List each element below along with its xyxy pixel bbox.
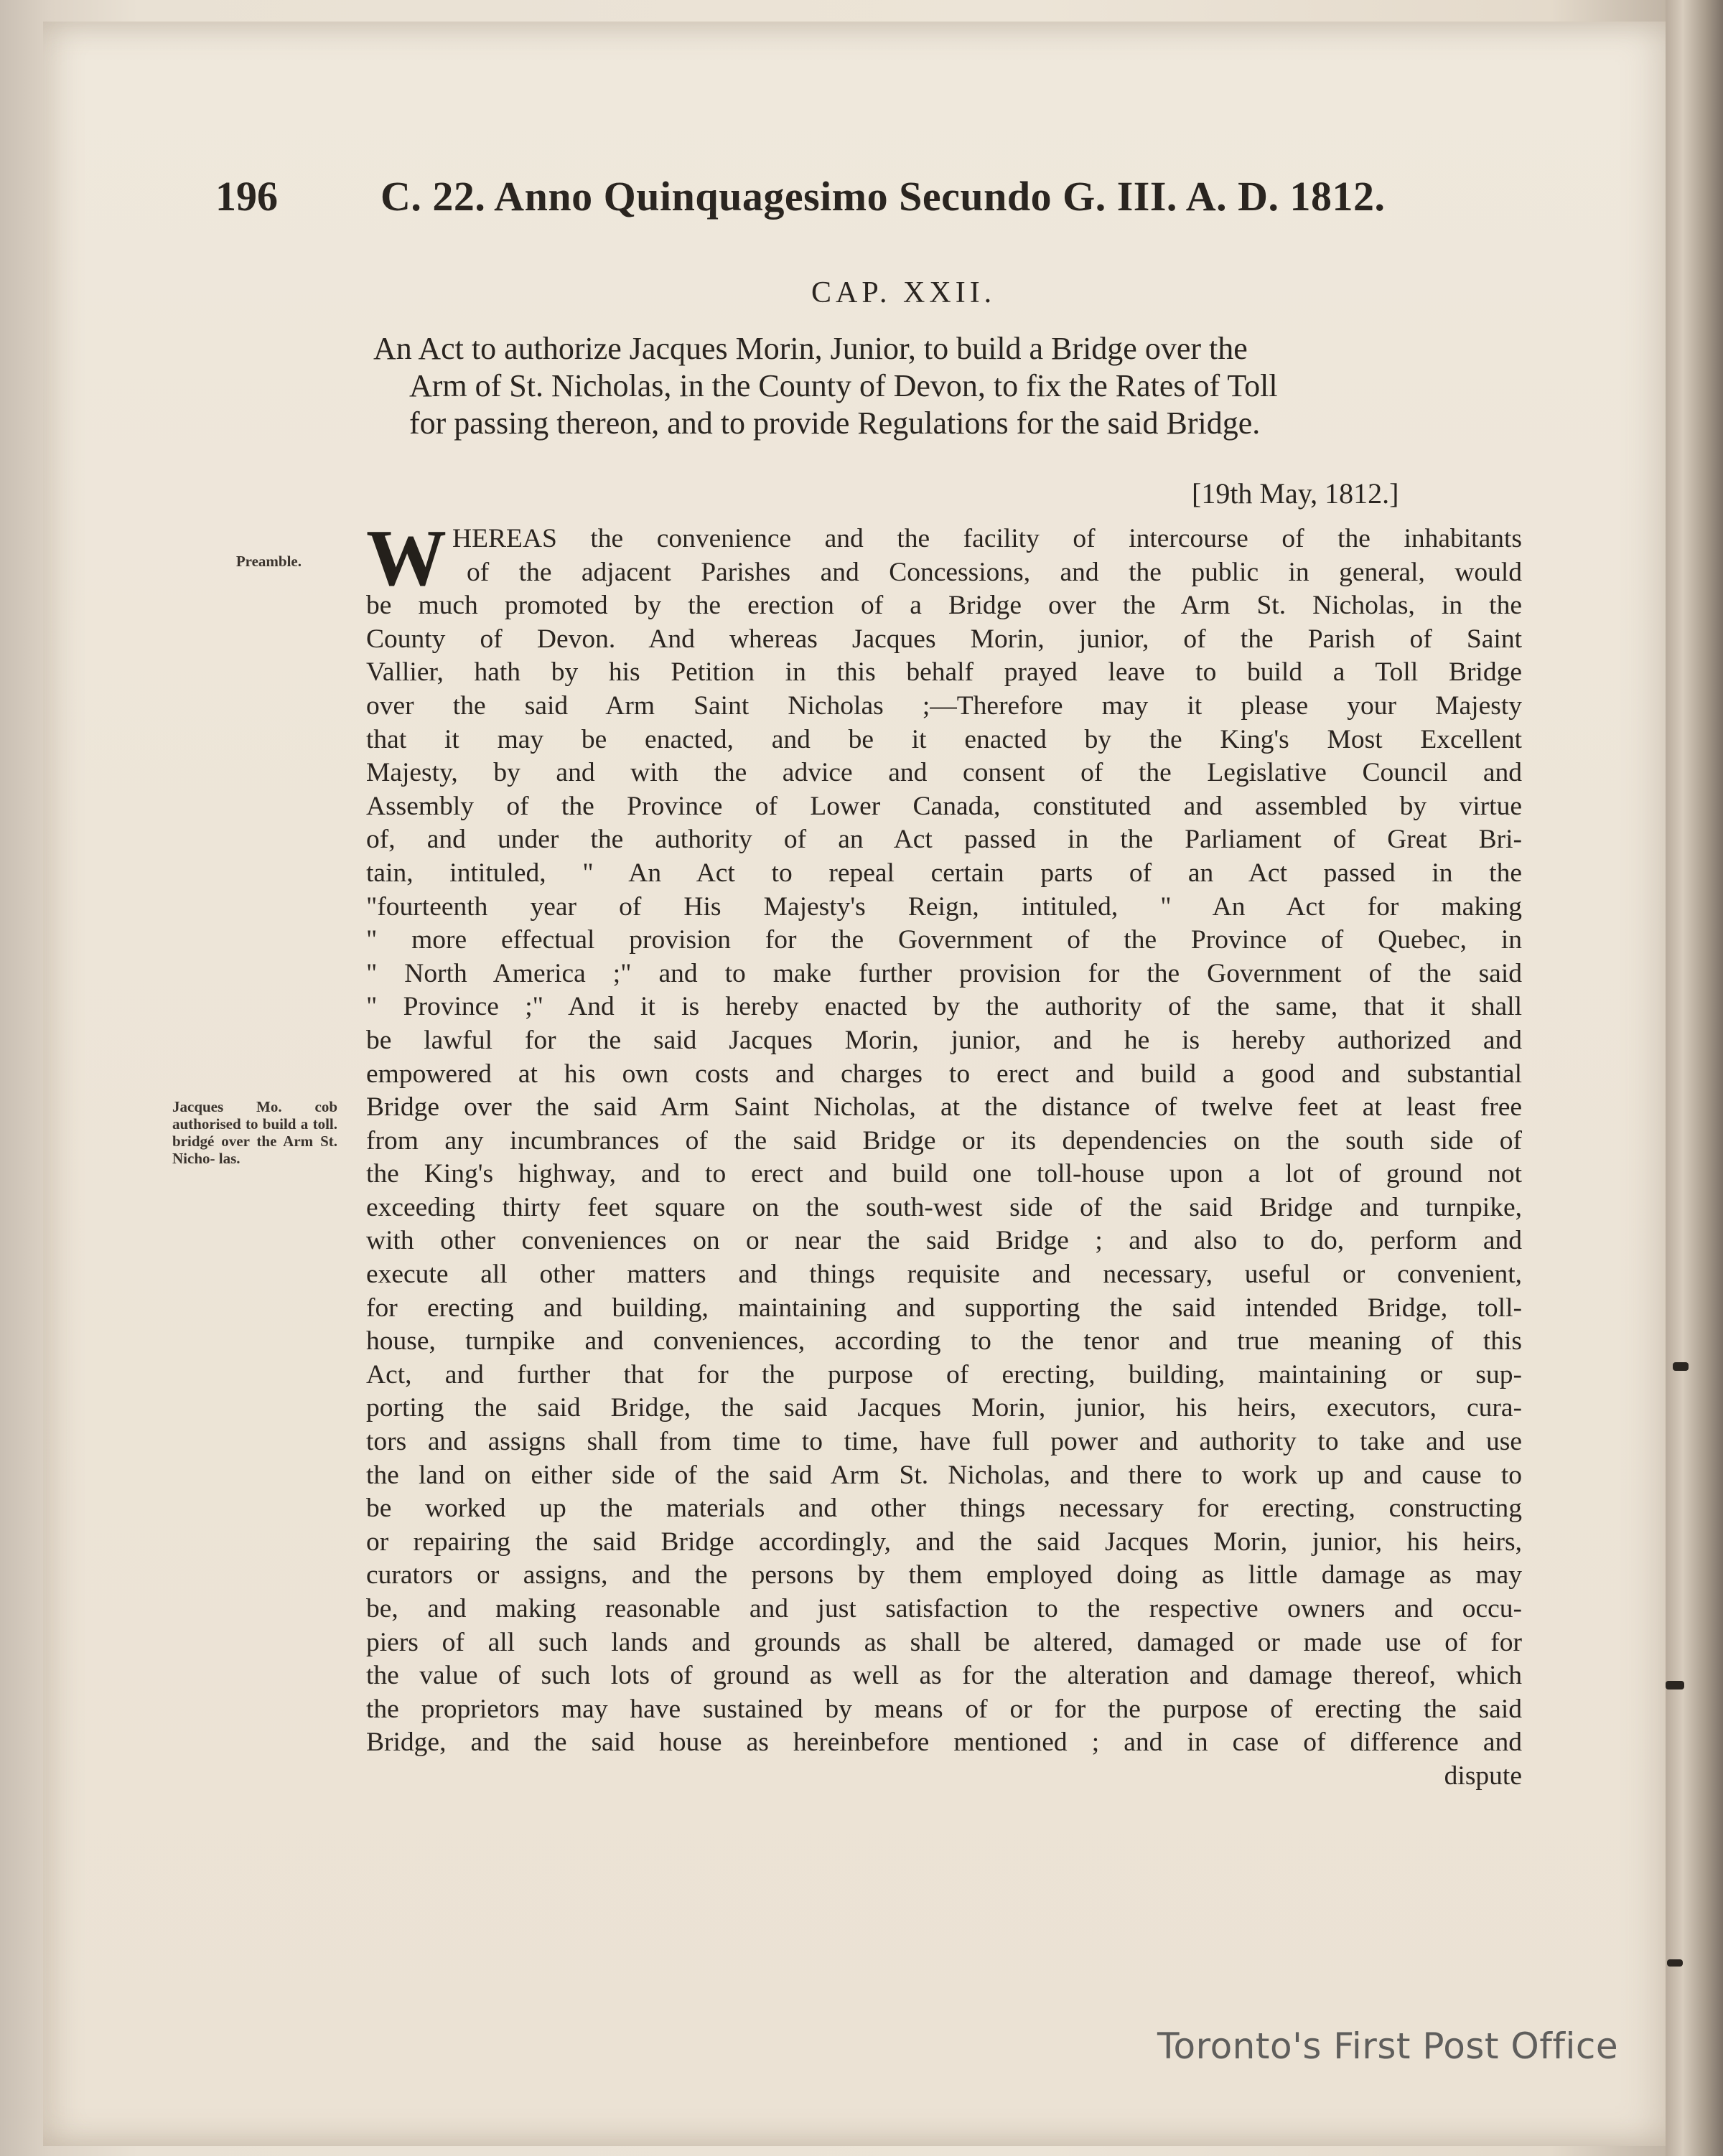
page-header: [215, 172, 1529, 220]
body-line: the value of such lots of ground as well as for the alteration and damage thereof, which: [366, 1661, 1522, 1691]
running-head: C. 22. Anno Quinquagesimo Secundo G. III. A. D. 1812.: [380, 173, 1386, 220]
body-line: exceeding thirty feet square on the south-west side of the said Bridge and turnpike,: [366, 1192, 1522, 1222]
body-line: piers of all such lands and grounds as shall be altered, damaged or made use of for: [366, 1627, 1522, 1657]
body-line: be lawful for the said Jacques Morin, junior, and he is hereby authorized and: [366, 1025, 1522, 1055]
watermark: Toronto's First Post Office: [1157, 2025, 1619, 2067]
act-date: [19th May, 1812.]: [1192, 477, 1399, 510]
body-line: Assembly of the Province of Lower Canada, constituted and assembled by virtue: [366, 791, 1522, 821]
page-number: 196: [215, 173, 278, 220]
act-title-line: for passing thereon, and to provide Regulations for the said Bridge.: [409, 406, 1261, 441]
body-line: tors and assigns shall from time to time, have full power and authority to take and use: [366, 1427, 1522, 1457]
act-title-line: Arm of St. Nicholas, in the County of Devon, to fix the Rates of Toll: [409, 368, 1278, 403]
binding-mark: [1667, 1959, 1683, 1967]
body-line: "fourteenth year of His Majesty's Reign, intituled, " An Act for making: [366, 891, 1522, 922]
body-line: be worked up the materials and other things necessary for erecting, constructing: [366, 1494, 1522, 1524]
body-line: Act, and further that for the purpose of erecting, building, maintaining or sup-: [366, 1359, 1522, 1389]
body-line: " Province ;" And it is hereby enacted by the authority of the same, that it shall: [366, 992, 1522, 1022]
body-line: " more effectual provision for the Government of the Province of Quebec, in: [366, 925, 1522, 955]
margin-note-morin: Jacques Mo. cob authorised to build a toll. bridgé over the Arm St. Nicho- las.: [172, 1098, 337, 1167]
body-text: [366, 514, 1522, 1794]
body-line: the land on either side of the said Arm St. Nicholas, and there to work up and cause to: [366, 1460, 1522, 1490]
body-line: " North America ;" and to make further provision for the Government of the said: [366, 958, 1522, 988]
body-line: or repairing the said Bridge accordingly, and the said Jacques Morin, junior, his heirs,: [366, 1527, 1522, 1557]
margin-note-preamble: Preamble.: [235, 553, 302, 570]
body-line: be, and making reasonable and just satisfaction to the respective owners and occu-: [366, 1594, 1522, 1623]
body-line: tain, intituled, " An Act to repeal certain parts of an Act passed in the: [366, 858, 1522, 888]
body-line: the King's highway, and to erect and build one toll-house upon a lot of ground not: [366, 1159, 1522, 1189]
chapter-number: CAP. XXII.: [811, 276, 996, 309]
act-title: [373, 330, 1522, 442]
body-line: that it may be enacted, and be it enacted by the King's Most Excellent: [366, 724, 1522, 754]
body-line: over the said Arm Saint Nicholas ;—Therefore may it please your Majesty: [366, 690, 1522, 721]
body-line: the proprietors may have sustained by means of or for the purpose of erecting the said: [366, 1694, 1522, 1724]
body-line: from any incumbrances of the said Bridge or its dependencies on the south side of: [366, 1125, 1522, 1156]
catchword: dispute: [1444, 1761, 1522, 1791]
binding-mark: [1666, 1681, 1684, 1689]
body-line: curators or assigns, and the persons by them employed doing as little damage as may: [366, 1560, 1522, 1590]
binding-mark: [1673, 1362, 1689, 1371]
body-line: for erecting and building, maintaining and supporting the said intended Bridge, toll-: [366, 1293, 1522, 1323]
page-edge: [1666, 0, 1723, 2156]
body-line: with other conveniences on or near the said Bridge ; and also to do, perform and: [366, 1226, 1522, 1256]
act-title-line: An Act to authorize Jacques Morin, Junior, to build a Bridge over the: [373, 331, 1248, 366]
body-line: of the adjacent Parishes and Concessions, and the public in general, would: [467, 557, 1522, 587]
body-line: of, and under the authority of an Act passed in the Parliament of Great Bri-: [366, 825, 1522, 855]
body-line: be much promoted by the erection of a Bridge over the Arm St. Nicholas, in the: [366, 591, 1522, 621]
body-line: empowered at his own costs and charges to erect and build a good and substantial: [366, 1059, 1522, 1089]
body-line: HEREAS the convenience and the facility of intercourse of the inhabitants: [452, 524, 1522, 553]
body-line: Vallier, hath by his Petition in this behalf prayed leave to build a Toll Bridge: [366, 657, 1522, 688]
body-line: porting the said Bridge, the said Jacques Morin, junior, his heirs, executors, cura-: [366, 1393, 1522, 1423]
body-line: Majesty, by and with the advice and consent of the Legislative Council and: [366, 758, 1522, 788]
body-line: execute all other matters and things requisite and necessary, useful or convenient,: [366, 1260, 1522, 1290]
body-line: Bridge, and the said house as hereinbefore mentioned ; and in case of difference and: [366, 1728, 1522, 1758]
body-line: house, turnpike and conveniences, according to the tenor and true meaning of this: [366, 1326, 1522, 1356]
body-line: Bridge over the said Arm Saint Nicholas, at the distance of twelve feet at least free: [366, 1092, 1522, 1122]
drop-cap: W: [366, 514, 447, 603]
body-line: County of Devon. And whereas Jacques Morin, junior, of the Parish of Saint: [366, 624, 1522, 654]
